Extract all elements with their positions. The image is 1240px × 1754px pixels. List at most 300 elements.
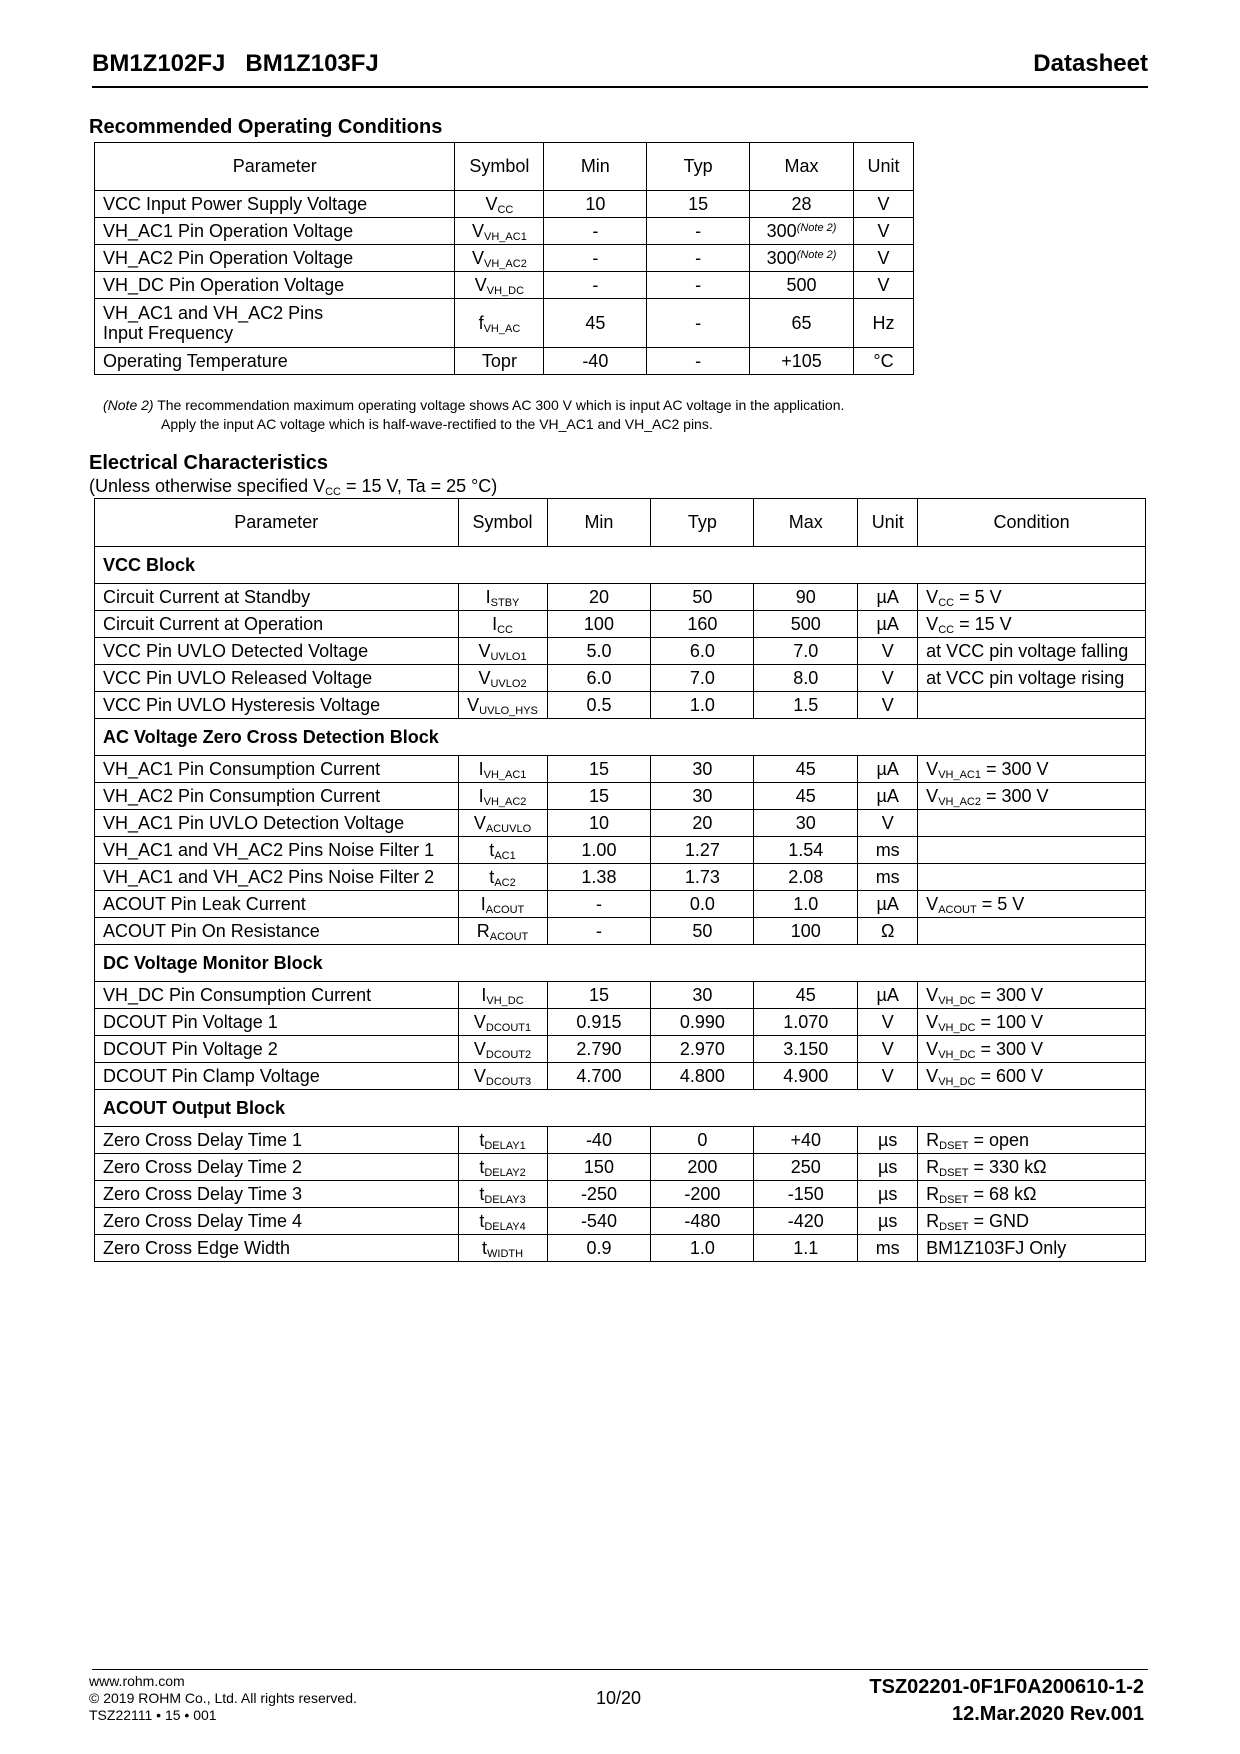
col-header: Parameter xyxy=(95,143,455,191)
col-header: Parameter xyxy=(95,499,459,547)
typ-cell: 1.0 xyxy=(651,1235,754,1262)
symbol-subscript: DCOUT3 xyxy=(485,1075,532,1088)
symbol-cell xyxy=(458,1036,547,1063)
parameter-cell: ACOUT Pin On Resistance xyxy=(95,918,459,945)
parameter-cell: Circuit Current at Standby xyxy=(95,584,459,611)
symbol-subscript: CC xyxy=(497,203,514,216)
symbol: t xyxy=(479,1129,485,1150)
max-cell: 100 xyxy=(754,918,858,945)
max-cell: -420 xyxy=(754,1208,858,1235)
parameter-cell: VCC Pin UVLO Hysteresis Voltage xyxy=(95,692,459,719)
symbol-cell xyxy=(458,611,547,638)
max-value: 65 xyxy=(791,312,812,333)
table-row xyxy=(95,1208,1146,1235)
condition-cell xyxy=(918,756,1146,783)
symbol-cell xyxy=(455,218,544,245)
unit-cell: µA xyxy=(858,783,918,810)
symbol-cell xyxy=(458,918,547,945)
min-cell: 5.0 xyxy=(547,638,651,665)
unit-cell: µs xyxy=(858,1127,918,1154)
unit-cell: ms xyxy=(858,837,918,864)
max-cell: 1.0 xyxy=(754,891,858,918)
parameter-cell: VH_AC1 Pin Operation Voltage xyxy=(95,218,455,245)
symbol: I xyxy=(492,613,498,634)
symbol-cell xyxy=(458,1127,547,1154)
ec-header-row xyxy=(95,499,1146,547)
symbol-cell xyxy=(458,1009,547,1036)
symbol: t xyxy=(479,1183,485,1204)
min-cell: 6.0 xyxy=(547,665,651,692)
table-row xyxy=(95,1127,1146,1154)
parameter-cell: Zero Cross Delay Time 3 xyxy=(95,1181,459,1208)
parameter-cell: Operating Temperature xyxy=(95,348,455,375)
condition-cell xyxy=(918,665,1146,692)
parameter-cell: VH_AC1 and VH_AC2 Pins Noise Filter 2 xyxy=(95,864,459,891)
min-cell: - xyxy=(544,245,647,272)
unit-cell: V xyxy=(858,1063,918,1090)
condition-cell xyxy=(918,1154,1146,1181)
footer-code: TSZ22111 • 15 • 001 xyxy=(89,1707,217,1723)
symbol-subscript: AC2 xyxy=(494,876,516,889)
typ-cell: 0.0 xyxy=(651,891,754,918)
table-row xyxy=(95,191,914,218)
footer-doc-code: TSZ02201-0F1F0A200610-1-2 xyxy=(869,1676,1144,1698)
condition-text: R xyxy=(926,1210,940,1231)
symbol-cell xyxy=(458,1208,547,1235)
symbol-cell xyxy=(458,864,547,891)
symbol: R xyxy=(476,920,490,941)
max-cell xyxy=(750,218,854,245)
unit-cell: V xyxy=(858,810,918,837)
table-row xyxy=(95,1181,1146,1208)
typ-cell: 20 xyxy=(651,810,754,837)
symbol: f xyxy=(478,312,484,333)
table-row xyxy=(95,837,1146,864)
condition-value: = open xyxy=(968,1129,1030,1150)
condition-cell xyxy=(918,783,1146,810)
symbol-cell xyxy=(458,1063,547,1090)
ec-title: Electrical Characteristics xyxy=(89,452,329,474)
col-header: Typ xyxy=(651,499,754,547)
condition-text: V xyxy=(926,758,939,779)
condition-text: V xyxy=(926,893,939,914)
symbol: t xyxy=(479,1156,485,1177)
unit-cell: V xyxy=(854,272,914,299)
condition-subscript: VH_DC xyxy=(938,1075,976,1088)
condition-text: BM1Z103FJ Only xyxy=(926,1237,1067,1258)
max-cell: 1.5 xyxy=(754,692,858,719)
table-row xyxy=(95,665,1146,692)
max-cell: 1.1 xyxy=(754,1235,858,1262)
symbol-cell xyxy=(458,756,547,783)
parameter-cell: Zero Cross Delay Time 2 xyxy=(95,1154,459,1181)
parameter-cell: Zero Cross Delay Time 1 xyxy=(95,1127,459,1154)
table-row xyxy=(95,1154,1146,1181)
typ-cell: 6.0 xyxy=(651,638,754,665)
table-row xyxy=(95,218,914,245)
max-cell: 45 xyxy=(754,982,858,1009)
unit-cell: V xyxy=(854,245,914,272)
roc-table xyxy=(94,142,914,375)
max-value: 28 xyxy=(791,193,812,214)
unit-cell: µA xyxy=(858,756,918,783)
min-cell: 45 xyxy=(544,299,647,348)
symbol-cell xyxy=(458,584,547,611)
condition-subscript: DSET xyxy=(939,1139,969,1152)
roc-header-row xyxy=(95,143,914,191)
symbol-subscript: VH_AC xyxy=(483,322,521,335)
document-type: Datasheet xyxy=(1033,50,1148,77)
table-row xyxy=(95,272,914,299)
parameter-cell: Circuit Current at Operation xyxy=(95,611,459,638)
condition-subscript: VH_AC1 xyxy=(938,768,981,781)
condition-cell xyxy=(918,638,1146,665)
symbol: t xyxy=(481,1237,487,1258)
condition-value: = 330 kΩ xyxy=(968,1156,1047,1177)
parameter-cell: VH_AC2 Pin Operation Voltage xyxy=(95,245,455,272)
page-number: 10/20 xyxy=(596,1688,642,1708)
parameter-cell: VH_AC1 Pin UVLO Detection Voltage xyxy=(95,810,459,837)
condition-cell xyxy=(918,1208,1146,1235)
condition-text: V xyxy=(926,1065,939,1086)
unit-cell: µA xyxy=(858,584,918,611)
condition-text: V xyxy=(926,1038,939,1059)
table-row xyxy=(95,918,1146,945)
condition-value: = 5 V xyxy=(954,586,1002,607)
min-cell: 0.5 xyxy=(547,692,651,719)
condition-subscript: CC xyxy=(938,623,955,636)
typ-cell: -480 xyxy=(651,1208,754,1235)
min-cell: - xyxy=(547,891,651,918)
footer-left xyxy=(89,1673,357,1724)
min-cell: 0.915 xyxy=(547,1009,651,1036)
min-cell: - xyxy=(547,918,651,945)
unit-cell: ms xyxy=(858,864,918,891)
symbol-subscript: ACUVLO xyxy=(485,822,532,835)
typ-cell: 15 xyxy=(647,191,750,218)
min-cell: 100 xyxy=(547,611,651,638)
col-header: Symbol xyxy=(455,143,544,191)
symbol-subscript: UVLO2 xyxy=(490,677,527,690)
condition-cell xyxy=(918,837,1146,864)
typ-cell: 30 xyxy=(651,756,754,783)
symbol-cell xyxy=(458,783,547,810)
typ-cell: 7.0 xyxy=(651,665,754,692)
unit-cell: µA xyxy=(858,982,918,1009)
max-cell: 250 xyxy=(754,1154,858,1181)
symbol: V xyxy=(472,247,485,268)
table-row xyxy=(95,692,1146,719)
symbol: V xyxy=(473,1065,486,1086)
block-title: AC Voltage Zero Cross Detection Block xyxy=(95,719,1146,756)
typ-cell: 30 xyxy=(651,783,754,810)
table-row xyxy=(95,245,914,272)
table-row xyxy=(95,1009,1146,1036)
min-cell: - xyxy=(544,272,647,299)
condition-subscript: CC xyxy=(938,596,955,609)
min-cell: 4.700 xyxy=(547,1063,651,1090)
symbol-cell xyxy=(458,837,547,864)
typ-cell: 1.27 xyxy=(651,837,754,864)
footer-copyright: © 2019 ROHM Co., Ltd. All rights reserved. xyxy=(89,1690,357,1706)
unit-cell: µs xyxy=(858,1181,918,1208)
condition-cell xyxy=(918,1181,1146,1208)
parameter-cell: DCOUT Pin Voltage 2 xyxy=(95,1036,459,1063)
condition-value: = 15 V xyxy=(954,613,1012,634)
col-header: Max xyxy=(750,143,854,191)
min-cell: 20 xyxy=(547,584,651,611)
col-header: Unit xyxy=(854,143,914,191)
min-cell: - xyxy=(544,218,647,245)
symbol: t xyxy=(489,866,495,887)
symbol: I xyxy=(478,758,484,779)
max-cell xyxy=(750,191,854,218)
parameter-cell: VH_AC2 Pin Consumption Current xyxy=(95,783,459,810)
parameter-cell: Zero Cross Edge Width xyxy=(95,1235,459,1262)
parameter-cell: VCC Pin UVLO Detected Voltage xyxy=(95,638,459,665)
symbol: t xyxy=(489,839,495,860)
roc-title: Recommended Operating Conditions xyxy=(89,116,443,138)
table-row xyxy=(95,1063,1146,1090)
condition-text: at VCC pin voltage falling xyxy=(926,640,1129,661)
typ-cell: - xyxy=(647,245,750,272)
symbol-cell xyxy=(458,1154,547,1181)
condition-text: V xyxy=(926,785,939,806)
ec-conditions: (Unless otherwise specified $V_{CC} = 15$ V, Ta = 25 °C) xyxy=(89,476,498,498)
condition-cell xyxy=(918,692,1146,719)
condition-value: = GND xyxy=(968,1210,1030,1231)
condition-cell xyxy=(918,1063,1146,1090)
min-cell: 15 xyxy=(547,756,651,783)
unit-cell: µs xyxy=(858,1208,918,1235)
unit-cell: V xyxy=(854,218,914,245)
unit-cell: V xyxy=(858,1036,918,1063)
typ-cell: 1.0 xyxy=(651,692,754,719)
parameter-cell: VH_AC1 and VH_AC2 Pins Input Frequency xyxy=(95,299,455,348)
symbol-cell xyxy=(458,665,547,692)
note-text: The recommendation maximum operating voltage shows AC 300 V which is input AC voltage in the application. xyxy=(153,397,845,413)
note-ref: (Note 2) xyxy=(796,221,837,234)
symbol-cell xyxy=(455,272,544,299)
symbol-subscript: DCOUT2 xyxy=(485,1048,532,1061)
symbol-cell xyxy=(458,692,547,719)
table-row xyxy=(95,864,1146,891)
symbol: V xyxy=(474,274,487,295)
block-header-row xyxy=(95,1090,1146,1127)
condition-cell xyxy=(918,1036,1146,1063)
unit-cell: V xyxy=(854,191,914,218)
typ-cell: 2.970 xyxy=(651,1036,754,1063)
symbol-cell xyxy=(455,348,544,375)
parameter-cell: VH_AC1 Pin Consumption Current xyxy=(95,756,459,783)
symbol-subscript: VH_AC2 xyxy=(483,795,527,808)
min-cell: 2.790 xyxy=(547,1036,651,1063)
typ-cell: - xyxy=(647,218,750,245)
col-header: Min xyxy=(544,143,647,191)
symbol-subscript: DELAY1 xyxy=(484,1139,526,1152)
min-cell: 10 xyxy=(544,191,647,218)
symbol-cell xyxy=(458,1181,547,1208)
symbol-subscript: DELAY2 xyxy=(484,1166,526,1179)
condition-text: V xyxy=(926,586,939,607)
parameter-cell: DCOUT Pin Voltage 1 xyxy=(95,1009,459,1036)
condition-cell xyxy=(918,982,1146,1009)
symbol-subscript: VH_DC xyxy=(486,994,524,1007)
col-header: Max xyxy=(754,499,858,547)
max-cell: 30 xyxy=(754,810,858,837)
table-row xyxy=(95,584,1146,611)
symbol: V xyxy=(478,667,491,688)
symbol-cell xyxy=(455,245,544,272)
min-cell: 10 xyxy=(547,810,651,837)
parameter-cell: VH_DC Pin Consumption Current xyxy=(95,982,459,1009)
symbol-subscript: CC xyxy=(497,623,513,636)
unit-cell: V xyxy=(858,692,918,719)
condition-cell xyxy=(918,891,1146,918)
typ-cell: - xyxy=(647,348,750,375)
typ-cell: 1.73 xyxy=(651,864,754,891)
min-cell: 150 xyxy=(547,1154,651,1181)
max-value: 300 xyxy=(766,220,797,241)
symbol-subscript: VH_AC1 xyxy=(483,768,527,781)
min-cell: -40 xyxy=(544,348,647,375)
symbol-subscript: DELAY4 xyxy=(484,1220,526,1233)
condition-cell xyxy=(918,611,1146,638)
symbol-subscript: UVLO1 xyxy=(490,650,527,663)
table-row xyxy=(95,611,1146,638)
block-header-row xyxy=(95,945,1146,982)
symbol: V xyxy=(473,1038,486,1059)
condition-subscript: DSET xyxy=(939,1220,969,1233)
ec-table xyxy=(94,498,1146,1262)
symbol: I xyxy=(478,785,484,806)
typ-cell: 0 xyxy=(651,1127,754,1154)
document-title: BM1Z102FJ BM1Z103FJ xyxy=(92,50,379,77)
unit-cell: Hz xyxy=(854,299,914,348)
parameter-cell: VCC Input Power Supply Voltage xyxy=(95,191,455,218)
max-value: +105 xyxy=(781,350,822,371)
typ-cell: 160 xyxy=(651,611,754,638)
condition-subscript: DSET xyxy=(939,1166,969,1179)
symbol-subscript: VH_DC xyxy=(486,284,525,297)
symbol-subscript: VH_AC1 xyxy=(484,230,527,243)
max-cell: 500 xyxy=(754,611,858,638)
symbol-cell xyxy=(458,1235,547,1262)
symbol-subscript: AC1 xyxy=(494,849,516,862)
condition-text: V xyxy=(926,613,939,634)
max-cell: 45 xyxy=(754,783,858,810)
condition-subscript: VH_DC xyxy=(938,1048,976,1061)
max-cell: +40 xyxy=(754,1127,858,1154)
col-header: Unit xyxy=(858,499,918,547)
condition-value: = 5 V xyxy=(976,893,1025,914)
max-cell: 4.900 xyxy=(754,1063,858,1090)
condition-value: = 100 V xyxy=(975,1011,1044,1032)
note-2-continued: Apply the input AC voltage which is half-wave-rectified to the VH_AC1 and VH_AC2 pins. xyxy=(161,416,713,432)
typ-cell: - xyxy=(647,272,750,299)
condition-text: R xyxy=(926,1129,940,1150)
condition-value: = 300 V xyxy=(980,785,1049,806)
symbol-subscript: DCOUT1 xyxy=(485,1021,532,1034)
parameter-cell: VH_DC Pin Operation Voltage xyxy=(95,272,455,299)
unit-cell: °C xyxy=(854,348,914,375)
symbol-cell xyxy=(458,810,547,837)
condition-text: R xyxy=(926,1156,940,1177)
min-cell: 1.00 xyxy=(547,837,651,864)
min-cell: -250 xyxy=(547,1181,651,1208)
note-ref: (Note 2) xyxy=(796,248,837,261)
max-value: 500 xyxy=(786,274,817,295)
typ-cell: 50 xyxy=(651,918,754,945)
max-cell: 45 xyxy=(754,756,858,783)
condition-text: R xyxy=(926,1183,940,1204)
typ-cell: - xyxy=(647,299,750,348)
max-cell: 2.08 xyxy=(754,864,858,891)
typ-cell: 0.990 xyxy=(651,1009,754,1036)
col-header: Typ xyxy=(647,143,750,191)
parameter-cell: Zero Cross Delay Time 4 xyxy=(95,1208,459,1235)
max-value: 300 xyxy=(766,247,797,268)
min-cell: 1.38 xyxy=(547,864,651,891)
condition-cell xyxy=(918,1127,1146,1154)
parameter-cell: ACOUT Pin Leak Current xyxy=(95,891,459,918)
symbol-cell xyxy=(458,891,547,918)
typ-cell: 4.800 xyxy=(651,1063,754,1090)
table-row xyxy=(95,810,1146,837)
footer-rule xyxy=(92,1669,1148,1670)
condition-value: = 300 V xyxy=(975,984,1044,1005)
typ-cell: 30 xyxy=(651,982,754,1009)
col-header: Min xyxy=(547,499,651,547)
symbol-subscript: STBY xyxy=(490,596,520,609)
note-label: (Note 2) xyxy=(103,397,154,413)
unit-cell: µs xyxy=(858,1154,918,1181)
symbol-cell xyxy=(455,191,544,218)
min-cell: -540 xyxy=(547,1208,651,1235)
block-header-row xyxy=(95,547,1146,584)
condition-cell xyxy=(918,864,1146,891)
parameter-cell: VCC Pin UVLO Released Voltage xyxy=(95,665,459,692)
block-header-row xyxy=(95,719,1146,756)
condition-cell xyxy=(918,584,1146,611)
max-cell: 1.54 xyxy=(754,837,858,864)
min-cell: 15 xyxy=(547,783,651,810)
symbol: V xyxy=(473,1011,486,1032)
typ-cell: 200 xyxy=(651,1154,754,1181)
typ-cell: 50 xyxy=(651,584,754,611)
condition-text: at VCC pin voltage rising xyxy=(926,667,1125,688)
symbol: I xyxy=(480,893,486,914)
symbol-subscript: ACOUT xyxy=(485,903,525,916)
condition-value: = 600 V xyxy=(975,1065,1044,1086)
parameter-cell: VH_AC1 and VH_AC2 Pins Noise Filter 1 xyxy=(95,837,459,864)
condition-subscript: DSET xyxy=(939,1193,969,1206)
block-title: VCC Block xyxy=(95,547,1146,584)
footer-website: www.rohm.com xyxy=(89,1673,185,1689)
min-cell: 0.9 xyxy=(547,1235,651,1262)
typ-cell: -200 xyxy=(651,1181,754,1208)
parameter-cell: DCOUT Pin Clamp Voltage xyxy=(95,1063,459,1090)
symbol: t xyxy=(479,1210,485,1231)
max-cell: 3.150 xyxy=(754,1036,858,1063)
symbol: V xyxy=(478,640,491,661)
symbol: V xyxy=(467,694,480,715)
header-rule xyxy=(92,86,1148,88)
note-2 xyxy=(103,397,844,413)
max-cell xyxy=(750,348,854,375)
condition-subscript: VH_DC xyxy=(938,1021,976,1034)
symbol-cell xyxy=(458,982,547,1009)
